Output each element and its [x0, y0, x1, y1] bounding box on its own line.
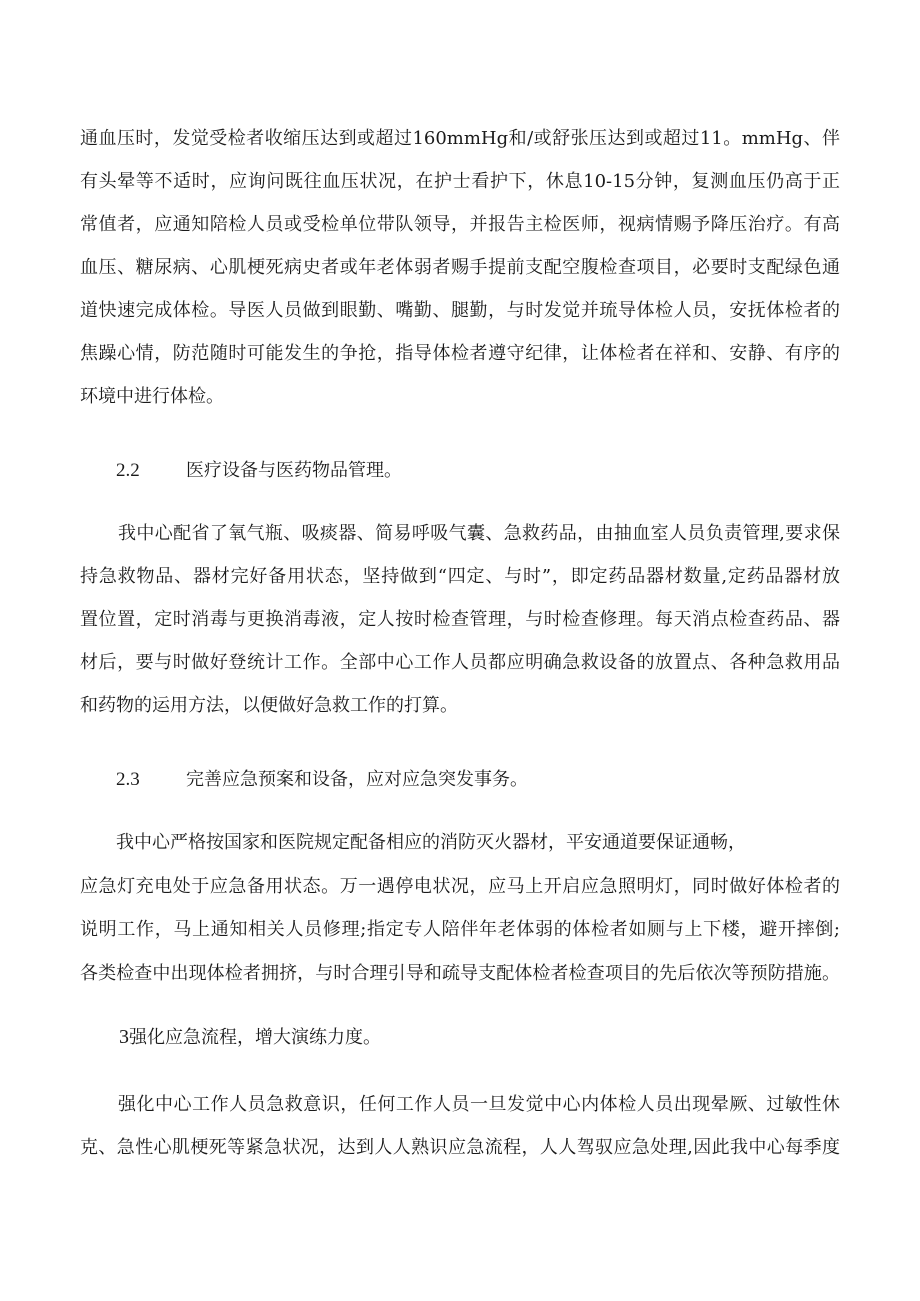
- paragraph-line: 置位置，定时消毒与更换消毒液，定人按时检查管理，与时检查修理。每天消点检查药品、器: [80, 609, 840, 630]
- paragraph-line: 各类检查中出现体检者拥挤，与时合理引导和疏导支配体检者检查项目的先后依次等预防措施。: [80, 963, 840, 984]
- paragraph-line: 强化中心工作人员急救意识，任何工作人员一旦发觉中心内体检人员出现晕厥、过敏性休: [118, 1094, 840, 1115]
- section-number: 2.3: [116, 769, 140, 790]
- section-title: 医疗设备与医药物品管理。: [186, 460, 402, 481]
- paragraph-line: 有头晕等不适时，应询问既往血压状况，在护士看护下，休息10-15分钟，复测血压仍高于正: [80, 171, 840, 192]
- paragraph-line: 材后，要与时做好登统计工作。全部中心工作人员都应明确急救设备的放置点、各种急救用品: [80, 652, 840, 673]
- paragraph-line: 环境中进行体检。: [80, 386, 224, 407]
- paragraph-line: 我中心配省了氧气瓶、吸痰器、简易呼吸气囊、急救药品，由抽血室人员负责管理,要求保: [118, 523, 840, 544]
- paragraph-line: 应急灯充电处于应急备用状态。万一遇停电状况，应马上开启应急照明灯，同时做好体检者的: [80, 876, 840, 897]
- paragraph-line: 持急救物品、器材完好备用状态，坚持做到“四定、与时”，即定药品器材数量,定药品器材放: [80, 566, 840, 587]
- section-number: 3: [119, 1026, 129, 1048]
- paragraph-line: 说明工作，马上通知相关人员修理;指定专人陪伴年老体弱的体检者如厕与上下楼，避开摔倒;: [80, 919, 840, 940]
- section-heading-3: [119, 1025, 381, 1050]
- paragraph-line: 道快速完成体检。导医人员做到眼勤、嘴勤、腿勤，与时发觉并琉导体检人员，安抚体检者的: [80, 300, 840, 321]
- section-title: 完善应急预案和设备，应对应急突发事务。: [186, 769, 528, 790]
- paragraph-line: 血压、糖尿病、心肌梗死病史者或年老体弱者赐手提前支配空腹检查项目，必要时支配绿色通: [80, 257, 840, 278]
- paragraph-line: 常值者，应通知陪检人员或受检单位带队领导，并报告主检医师，视病情赐予降压治疗。有高: [80, 214, 840, 235]
- paragraph-line: 我中心严格按国家和医院规定配备相应的消防灭火器材，平安通道要保证通畅，: [116, 832, 746, 853]
- paragraph-line: 通血压时，发觉受检者收缩压达到或超过160mmHg和/或舒张压达到或超过11。mmHg、伴: [80, 128, 840, 149]
- section-title: 强化应急流程，增大演练力度。: [129, 1027, 381, 1048]
- paragraph-line: 克、急性心肌梗死等紧急状况，达到人人熟识应急流程，人人驾驭应急处理,因此我中心每季度: [80, 1137, 840, 1158]
- paragraph-line: 焦躁心情，防范随时可能发生的争抢，指导体检者遵守纪律，让体检者在祥和、安静、有序的: [80, 343, 840, 364]
- section-heading-2-2: [116, 459, 402, 483]
- section-number: 2.2: [116, 460, 140, 481]
- section-heading-2-3: [116, 768, 528, 792]
- paragraph-line: 和药物的运用方法，以便做好急救工作的打算。: [80, 695, 458, 716]
